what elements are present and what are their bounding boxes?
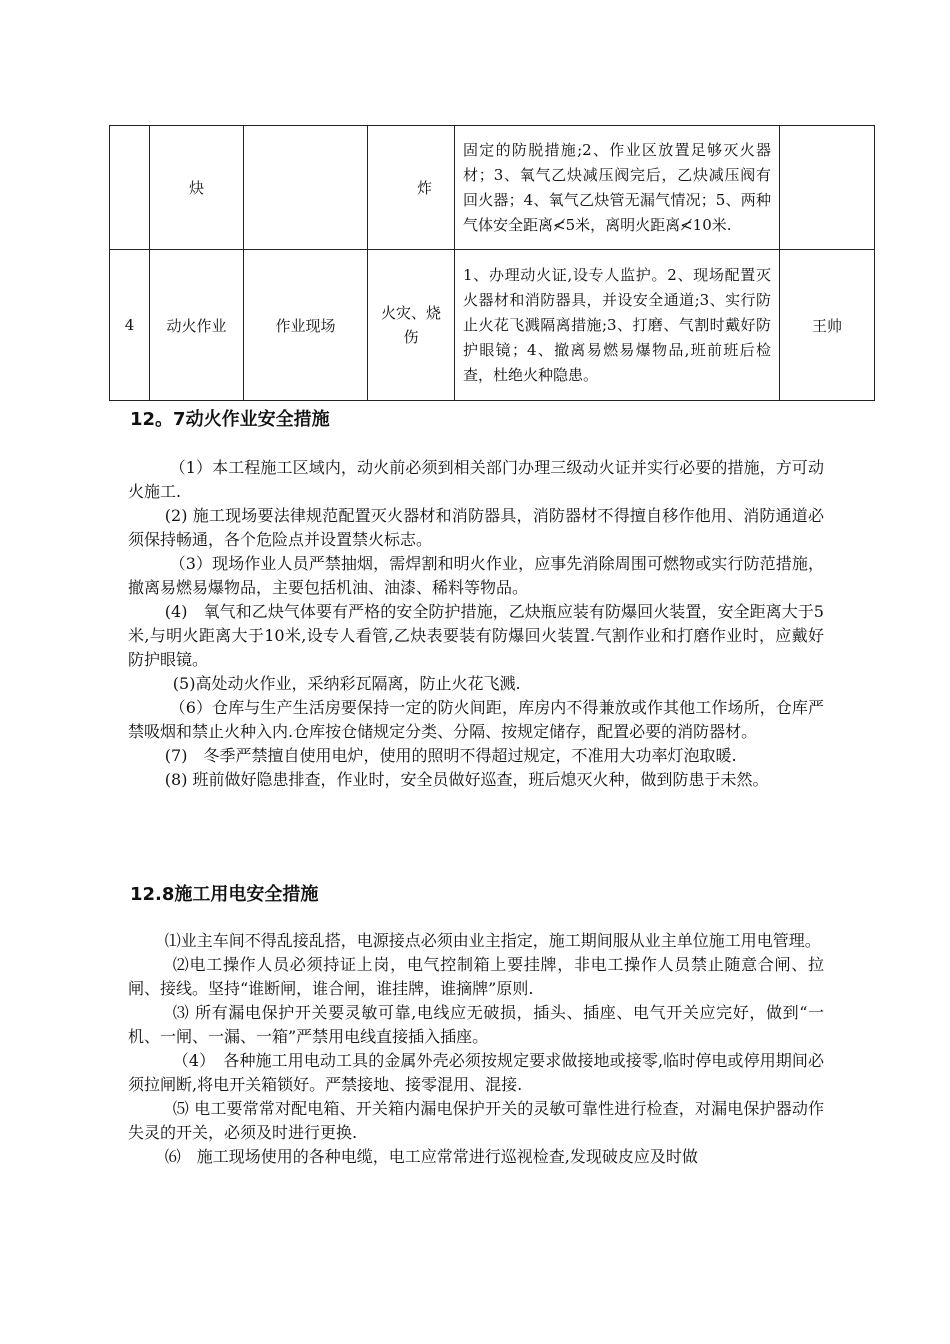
table-cell-place [244, 126, 368, 250]
table-cell-number: 4 [110, 250, 150, 401]
paragraph: (8) 班前做好隐患排查，作业时，安全员做好巡查，班后熄灭火种，做到防患于未然。 [164, 770, 769, 789]
table-cell-number [110, 126, 150, 250]
paragraph: (7) 冬季严禁擅自使用电炉，使用的照明不得超过规定，不准用大功率灯泡取暖. [164, 746, 737, 765]
table-cell-hazard: 炸 [368, 126, 455, 250]
paragraph: ⑴业主车间不得乱接乱搭，电源接点必须由业主指定，施工期间服从业主单位施工用电管理。 [164, 931, 821, 950]
table-cell-owner [780, 126, 875, 250]
paragraph: (2) 施工现场要法律规范配置灭火器材和消防器具，消防器材不得擅自移作他用、消防通道必须保持畅通，各个危险点并设置禁火标志。 [128, 506, 824, 549]
paragraph: ⑶ 所有漏电保护开关要灵敏可靠,电线应无破损，插头、插座、电气开关应完好，做到“一机、一闸、一漏、一箱”严禁用电线直接插入插座。 [128, 1003, 824, 1046]
table-cell-work: 动火作业 [150, 250, 244, 401]
table-row [110, 250, 875, 401]
section-body-12-7 [128, 456, 824, 792]
paragraph: （6）仓库与生产生活房要保持一定的防火间距，库房内不得兼放或作其他工作场所，仓库严禁吸烟和禁止火种入内.仓库按仓储规定分类、分隔、按规定储存，配置必要的消防器材。 [128, 698, 824, 741]
table-cell-place: 作业现场 [244, 250, 368, 401]
paragraph: （3）现场作业人员严禁抽烟，需焊割和明火作业，应事先消除周围可燃物或实行防范措施，撤离易燃易爆物品，主要包括机油、油漆、稀料等物品。 [128, 554, 824, 597]
table-cell-hazard: 火灾、烧伤 [368, 250, 455, 401]
paragraph: ⑸ 电工要常常对配电箱、开关箱内漏电保护开关的灵敏可靠性进行检查，对漏电保护器动作失灵的开关，必须及时进行更换. [128, 1099, 824, 1142]
paragraph: （1）本工程施工区域内，动火前必须到相关部门办理三级动火证并实行必要的措施，方可动火施工. [128, 458, 824, 501]
paragraph: ⑹ 施工现场使用的各种电缆，电工应常常进行巡视检查,发现破皮应及时做 [164, 1147, 698, 1166]
section-title-12-7: 12。7动火作业安全措施 [130, 409, 330, 430]
risk-table [109, 125, 875, 401]
paragraph: (4) 氧气和乙炔气体要有严格的安全防护措施，乙炔瓶应装有防爆回火装置，安全距离大于5米,与明火距离大于10米,设专人看管,乙炔表要装有防爆回火装置.气割作业和打磨作业时，应戴好防护眼镜。 [128, 602, 824, 669]
table-cell-work: 炔 [150, 126, 244, 250]
paragraph: （4） 各种施工用电动工具的金属外壳必须按规定要求做接地或接零,临时停电或停用期间必须拉闸断,将电开关箱锁好。严禁接地、接零混用、混接. [128, 1051, 824, 1094]
section-body-12-8 [128, 929, 824, 1169]
section-title-12-8: 12.8施工用电安全措施 [130, 884, 319, 905]
table-cell-owner: 王帅 [780, 250, 875, 401]
paragraph: (5)高处动火作业，采纳彩瓦隔离，防止火花飞溅. [172, 674, 521, 693]
table-row [110, 126, 875, 250]
paragraph: ⑵电工操作人员必须持证上岗，电气控制箱上要挂牌，非电工操作人员禁止随意合闸、拉闸、接线。坚持“谁断闸，谁合闸，谁挂牌，谁摘牌”原则. [128, 955, 824, 998]
table-cell-measures: 固定的防脱措施;2、作业区放置足够灭火器材；3、氧气乙炔减压阀完后，乙炔减压阀有回火器；4、氧气乙炔管无漏气情况；5、两种气体安全距离≮5米，离明火距离≮10米. [455, 126, 780, 250]
table-cell-measures: 1、办理动火证,设专人监护。2、现场配置灭火器材和消防器具，并设安全通道;3、实行防止火花飞溅隔离措施;3、打磨、气割时戴好防护眼镜；4、撤离易燃易爆物品,班前班后检查，杜绝火种隐患。 [455, 250, 780, 401]
